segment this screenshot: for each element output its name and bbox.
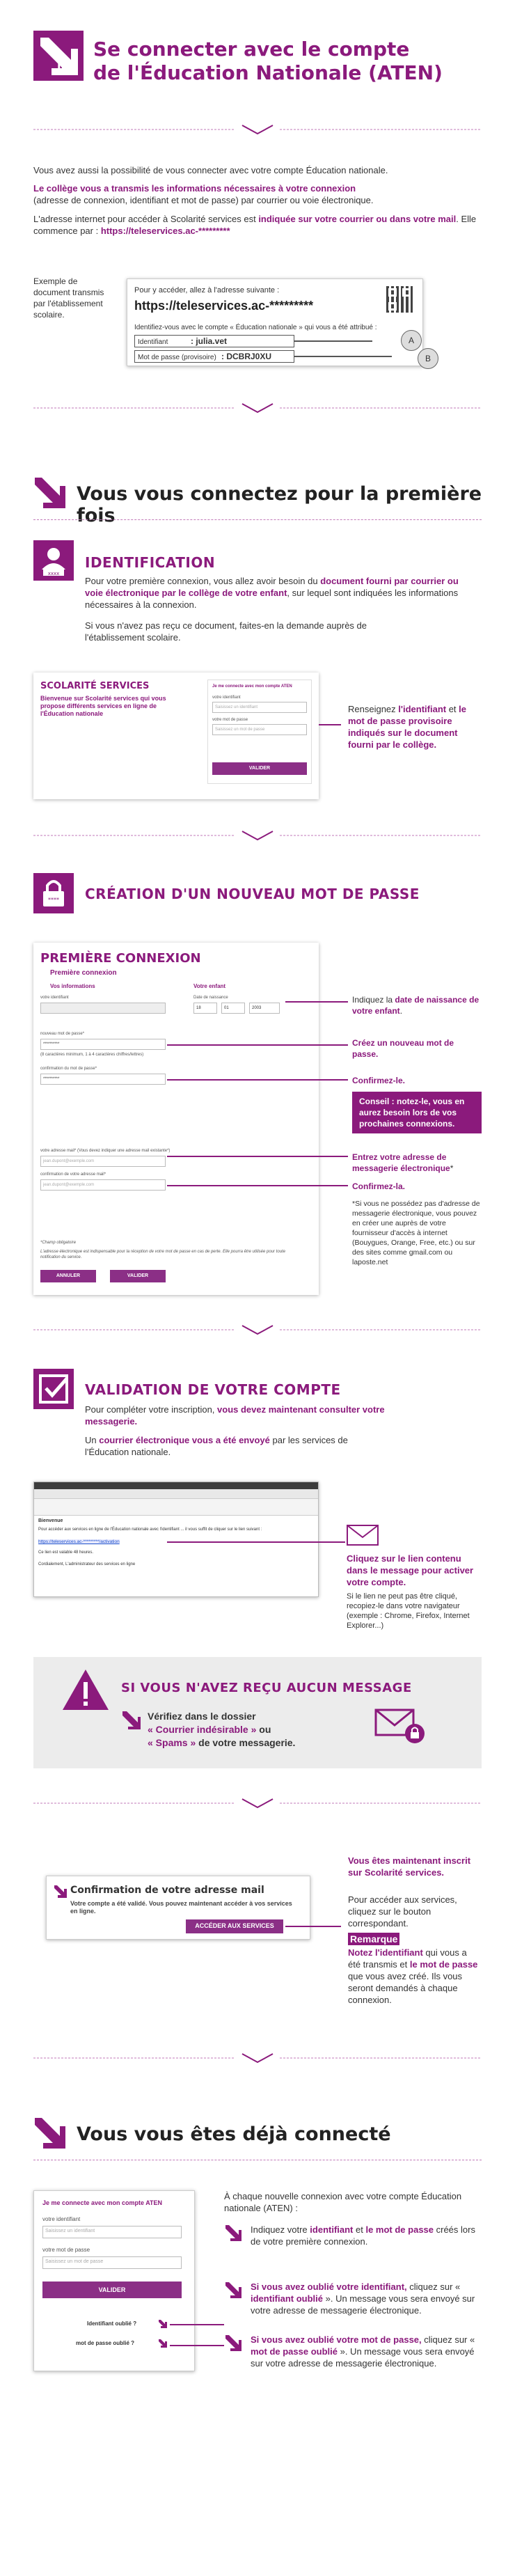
- identification-note-b: et: [446, 704, 459, 714]
- pointer-line: [167, 1156, 348, 1157]
- remarque-label: [348, 1933, 399, 1945]
- already-intro: À chaque nouvelle connexion avec votre compte Éducation nationale (ATEN) :: [224, 2191, 462, 2213]
- arrow-down-right-icon: [33, 2116, 67, 2150]
- divider: [33, 123, 482, 136]
- intro-p2: [33, 182, 479, 206]
- validation-note-1-text: Cliquez sur le lien contenu dans le message pour activer votre compte.: [347, 1553, 474, 1587]
- pointer-line: [170, 2324, 224, 2325]
- pointer-line: [167, 1541, 345, 1543]
- already-note-3-a: cliquez sur «: [421, 2334, 475, 2345]
- vos-informations: Vos informations: [50, 983, 95, 989]
- confirmation-screen: [46, 1876, 310, 1940]
- np-note-1: [352, 994, 482, 1016]
- validation-p2-hl: courrier électronique vous a été envoyé: [99, 1435, 270, 1445]
- arrow-down-right-icon: [54, 1885, 68, 1899]
- login-form: [207, 680, 312, 784]
- identification-title: IDENTIFICATION: [85, 554, 216, 571]
- validate-button[interactable]: VALIDER: [110, 1270, 166, 1282]
- marker-b: [418, 348, 438, 369]
- mandatory-note: *Champ obligatoire: [40, 1241, 77, 1245]
- arrow-down-right-icon: [224, 2224, 242, 2242]
- confirm-note-3: [348, 1947, 482, 2006]
- password-hint: (8 caractères minimum, 1 à 4 caractères chiffres/lettres): [40, 1053, 144, 1057]
- intro-p3-b: . Elle commence par :: [33, 214, 477, 236]
- identifiant-label: votre identifiant: [40, 996, 69, 1000]
- user-id-icon: [33, 540, 74, 581]
- example-ident-label: Identifiant: [138, 338, 168, 346]
- marker-a: [401, 330, 422, 351]
- intro-p3-highlight: indiquée sur votre courrier ou dans votre mail: [258, 214, 457, 224]
- login-screen: [33, 673, 319, 799]
- np-note-3-text: Confirmez-le.: [352, 1076, 406, 1085]
- mail-signature: Cordialement, L'administrateur des services en ligne: [38, 1562, 136, 1566]
- np-note-5: [352, 1181, 482, 1192]
- validate-button[interactable]: VALIDER: [212, 762, 307, 775]
- svg-text:xxxx: xxxx: [47, 571, 60, 576]
- votre-enfant: Votre enfant: [193, 983, 226, 989]
- screen-title: PREMIÈRE CONNEXION: [40, 951, 201, 966]
- login-form-title: Je me connecte avec mon compte ATEN: [212, 684, 292, 689]
- identification-p1-highlight: document fourni par courrier ou voie électronique par le collège de votre enfant: [85, 576, 459, 598]
- first-time-title: Vous vous connectez pour la première fois: [77, 483, 482, 526]
- access-services-button[interactable]: ACCÉDER AUX SERVICES: [186, 1919, 283, 1933]
- already-note-1-c: créés lors de votre première connexion.: [251, 2224, 475, 2247]
- checkmark-icon: [33, 1369, 74, 1409]
- arrow-down-right-icon: [33, 476, 67, 510]
- mail-validity: Ce lien est valable 48 heures.: [38, 1550, 94, 1555]
- no-message-text-b: ou: [256, 1724, 271, 1735]
- identifiant-input[interactable]: Saisissez un identifiant: [212, 702, 307, 713]
- validation-p1-hl: vous devez maintenant consulter votre messagerie.: [85, 1404, 385, 1427]
- intro-p3-url: https://teleservices.ac-*********: [100, 226, 230, 236]
- header-logo-box: [33, 31, 84, 81]
- confirmation-text: Votre compte a été validé. Vous pouvez maintenant accéder à vos services en ligne.: [70, 1900, 292, 1915]
- marker-a-label: A: [408, 336, 414, 345]
- confirm-note-3-hl: Notez l'identifiant: [348, 1947, 423, 1958]
- example-pwd-value: : DCBRJ0XU: [221, 352, 272, 361]
- mail-subject: Bienvenue: [38, 1518, 63, 1523]
- pointer-line: [167, 1044, 348, 1046]
- pointer-line: [285, 1926, 341, 1927]
- already-title: Vous vous êtes déjà connecté: [77, 2123, 391, 2145]
- divider: [33, 1323, 482, 1337]
- pointer-line: [319, 724, 341, 725]
- password-label: votre mot de passe: [212, 718, 248, 722]
- no-message-text-a: Vérifiez dans le dossier: [148, 1711, 256, 1722]
- confirm-note-3-hl2: le mot de passe: [409, 1959, 478, 1970]
- divider: [33, 828, 482, 842]
- validation-p2: [85, 1434, 363, 1458]
- np-note-2: [352, 1037, 482, 1060]
- identifiant-label: votre identifiant: [212, 696, 241, 700]
- validation-p2-a: Un: [85, 1435, 100, 1445]
- np-note-5-text: Confirmez-la.: [352, 1181, 406, 1191]
- confirm-password-label: confirmation du mot de passe*: [40, 1067, 97, 1071]
- no-message-text-c: de votre messagerie.: [196, 1737, 296, 1748]
- conseil-text: Conseil : notez-le, vous en aurez besoin lors de vos prochaines connexions.: [359, 1097, 465, 1129]
- intro-p2-rest: (adresse de connexion, identifiant et mot de passe) par courrier ou voie électronique.: [33, 195, 374, 205]
- mail-body: Pour accéder aux services en ligne de l'Éducation nationale avec l'identifiant ... il vous suffit de cliquer sur le lien suivant :: [38, 1527, 262, 1532]
- password-input[interactable]: Saisissez un mot de passe: [42, 2256, 182, 2269]
- identification-p1-b: , sur lequel sont indiquées les informations nécessaires à la connexion.: [85, 588, 459, 610]
- np-note-4-text: Entrez votre adresse de messagerie électronique: [352, 1152, 450, 1173]
- no-message-box: [33, 1657, 482, 1768]
- divider: [33, 401, 482, 415]
- mail-header: [34, 1499, 318, 1516]
- validation-note-2: Si le lien ne peut pas être cliqué, recopiez-le dans votre navigateur (exemple : Chrome, Firefox, Internet Explorer...): [347, 1592, 470, 1630]
- screen-subtitle: Première connexion: [50, 969, 117, 977]
- remarque-text: Remarque: [350, 1933, 398, 1945]
- np-footnote: *Si vous ne possédez pas d'adresse de messagerie électronique, vous pouvez en créer une auprès de votre fournisseur d'accès à internet (Bouygues, Orange, Free, etc.) ou sur des sites comme gmail.com ou laposte.net: [352, 1200, 480, 1266]
- birth-month-select[interactable]: 01: [221, 1003, 245, 1014]
- birth-date-label: Date de naissance: [193, 996, 228, 1000]
- cancel-button[interactable]: ANNULER: [40, 1270, 96, 1282]
- intro-p1: Vous avez aussi la possibilité de vous connecter avec votre compte Éducation nationale.: [33, 165, 388, 175]
- intro-p3: [33, 213, 479, 237]
- example-ident-value: : julia.vet: [191, 336, 228, 346]
- example-doc-line: Pour y accéder, allez à l'adresse suivante :: [134, 286, 280, 294]
- validation-p1-a: Pour compléter votre inscription,: [85, 1404, 218, 1415]
- password-input[interactable]: Saisissez un mot de passe: [212, 724, 307, 735]
- email-confirm-label: confirmation de votre adresse mail*: [40, 1172, 106, 1177]
- arrow-down-right-icon: [158, 2319, 168, 2329]
- already-note-3-hl2: mot de passe oublié: [251, 2346, 338, 2357]
- warning-icon: [61, 1668, 110, 1711]
- np-note-4-star: *: [450, 1163, 454, 1173]
- np-note-1-b: .: [399, 1006, 403, 1016]
- confirm-note-3-a: qui vous a été transmis et: [348, 1947, 467, 1970]
- validation-note-1: [347, 1553, 482, 1588]
- example-pwd-label: Mot de passe (provisoire): [138, 354, 216, 361]
- confirm-note-1-text: Vous êtes maintenant inscrit sur Scolarité services.: [348, 1855, 471, 1878]
- already-note-1-hl: identifiant: [310, 2224, 354, 2235]
- example-doc-ident-text: Identifiez-vous avec le compte « Éducation nationale » qui vous a été attribué :: [134, 324, 377, 331]
- already-note-1: [251, 2224, 482, 2247]
- np-note-1-hl: date de naissance de votre enfant: [352, 995, 480, 1016]
- already-note-3: [251, 2334, 482, 2369]
- divider: [33, 2051, 482, 2065]
- identification-note-hl2: le mot de passe provisoire indiqués sur le document fourni par le collège.: [348, 704, 467, 750]
- example-ident-row: [134, 335, 294, 347]
- already-note-3-b: ». Un message vous sera envoyé sur votre adresse de messagerie électronique.: [251, 2346, 475, 2369]
- already-note-2-hl: Si vous avez oublié votre identifiant,: [251, 2282, 407, 2292]
- brand-logo: SCOLARITÉ SERVICES: [40, 681, 150, 691]
- divider: [33, 1796, 482, 1810]
- np-note-4: [352, 1152, 482, 1174]
- qr-code-icon: [386, 286, 413, 313]
- validate-button[interactable]: VALIDER: [42, 2282, 182, 2298]
- email-confirm-input[interactable]: jean.dupont@exemple.com: [40, 1179, 166, 1191]
- already-note-3-hl: Si vous avez oublié votre mot de passe,: [251, 2334, 422, 2345]
- intro-p3-a: L'adresse internet pour accéder à Scolarité services est: [33, 214, 259, 224]
- no-message-spams: « Spams »: [148, 1737, 196, 1748]
- no-message-text: [148, 1710, 356, 1750]
- identifiant-input[interactable]: Saisissez un identifiant: [42, 2226, 182, 2238]
- confirm-note-3-b: que vous avez créé. Ils vous seront demandés à chaque connexion.: [348, 1971, 463, 2005]
- new-password-title: CRÉATION D'UN NOUVEAU MOT DE PASSE: [85, 886, 420, 902]
- already-note-2: [251, 2281, 482, 2316]
- confirm-password-input[interactable]: **********: [40, 1074, 166, 1085]
- np-note-3: [352, 1075, 482, 1086]
- pointer-line: [285, 1001, 348, 1003]
- identifiant-label: votre identifiant: [42, 2216, 81, 2222]
- welcome-text: Bienvenue sur Scolarité services qui vous propose différents services en ligne de l'Éducation nationale: [40, 695, 166, 717]
- birth-year-select[interactable]: 2003: [249, 1003, 280, 1014]
- already-note-2-b: ». Un message vous sera envoyé sur votre adresse de messagerie électronique.: [251, 2293, 475, 2316]
- validation-p2-b: par les services de l'Éducation nationale.: [85, 1435, 348, 1457]
- email-label: votre adresse mail* (Vous devez indiquer une adresse mail existante*): [40, 1149, 171, 1153]
- validation-p1: [85, 1404, 433, 1427]
- example-caption: Exemple de document transmis par l'établissement scolaire.: [33, 276, 104, 320]
- example-arrow-a: [294, 340, 372, 342]
- confirm-note-2: Pour accéder aux services, cliquez sur le bouton correspondant.: [348, 1894, 457, 1929]
- mail-window-titlebar: [34, 1482, 318, 1489]
- identification-note: [348, 703, 480, 751]
- new-password-label: nouveau mot de passe*: [40, 1032, 85, 1036]
- identification-p1: [85, 575, 475, 611]
- identification-p2: Si vous n'avez pas reçu ce document, faites-en la demande auprès de l'établissement scolaire.: [85, 620, 367, 643]
- confirmation-title: Confirmation de votre adresse mail: [70, 1885, 264, 1896]
- svg-text:****: ****: [48, 897, 59, 903]
- conseil-box: [352, 1092, 482, 1133]
- returning-login-screen: [33, 2190, 195, 2371]
- example-document: [127, 278, 423, 366]
- activation-link[interactable]: https://teleservices.ac-*********/activation: [38, 1539, 120, 1544]
- example-arrow-b: [294, 356, 392, 357]
- confirm-note-1: [348, 1855, 482, 1878]
- birth-day-select[interactable]: 18: [193, 1003, 217, 1014]
- np-note-2-text: Créez un nouveau mot de passe.: [352, 1038, 454, 1059]
- example-pwd-row: [134, 350, 294, 363]
- new-password-input[interactable]: **********: [40, 1039, 166, 1050]
- legal-note: L'adresse électronique est indispensable pour la réception de votre mot de passe en cas de perte. Elle pourra être utilisée pour toute notification du service.: [40, 1250, 286, 1259]
- mail-client-screen: [33, 1482, 319, 1597]
- identifiant-field[interactable]: [40, 1003, 166, 1014]
- marker-b-label: B: [425, 354, 431, 363]
- validation-title: VALIDATION DE VOTRE COMPTE: [85, 1381, 341, 1398]
- first-connection-screen: [33, 943, 319, 1295]
- lock-icon: [33, 873, 74, 913]
- login-form-title: Je me connecte avec mon compte ATEN: [42, 2199, 163, 2206]
- already-note-1-a: Indiquez votre: [251, 2224, 310, 2235]
- header-number: II.: [57, 61, 69, 74]
- envelope-lock-icon: [374, 1709, 427, 1745]
- already-note-2-a: cliquez sur «: [406, 2282, 461, 2292]
- pointer-line: [170, 2345, 224, 2346]
- already-note-1-b: et: [353, 2224, 366, 2235]
- page-title-line1: Se connecter avec le compte: [93, 38, 410, 61]
- example-doc-url: https://teleservices.ac-*********: [134, 299, 314, 313]
- section-underline: [33, 519, 482, 520]
- no-message-spam-folder: « Courrier indésirable »: [148, 1724, 257, 1735]
- password-label: votre mot de passe: [42, 2247, 90, 2253]
- pointer-line: [167, 1185, 348, 1186]
- page-title-line2: de l'Éducation Nationale (ATEN): [93, 61, 443, 84]
- arrow-down-right-icon: [224, 2281, 242, 2299]
- pointer-line: [167, 1079, 348, 1081]
- identification-p1-a: Pour votre première connexion, vous allez avoir besoin du: [85, 576, 321, 586]
- identification-note-a: Renseignez: [348, 704, 399, 714]
- mail-toolbar: [34, 1489, 318, 1499]
- forgot-password-link[interactable]: mot de passe oublié ?: [76, 2340, 135, 2346]
- already-note-1-hl2: le mot de passe: [365, 2224, 434, 2235]
- arrow-down-right-icon: [224, 2334, 242, 2352]
- email-input[interactable]: jean.dupont@exemple.com: [40, 1156, 166, 1167]
- arrow-down-right-icon: [158, 2339, 168, 2348]
- intro-p2-highlight: Le collège vous a transmis les informations nécessaires à votre connexion: [33, 183, 356, 194]
- identification-note-hl1: l'identifiant: [398, 704, 447, 714]
- arrow-down-right-icon: [121, 1710, 142, 1731]
- already-note-2-hl2: identifiant oublié: [251, 2293, 323, 2304]
- np-note-1-a: Indiquez la: [352, 995, 395, 1005]
- page-title: [93, 38, 443, 85]
- no-message-title: SI VOUS N'AVEZ REÇU AUCUN MESSAGE: [121, 1681, 412, 1695]
- envelope-icon: [347, 1525, 379, 1546]
- forgot-identifiant-link[interactable]: Identifiant oublié ?: [87, 2320, 137, 2327]
